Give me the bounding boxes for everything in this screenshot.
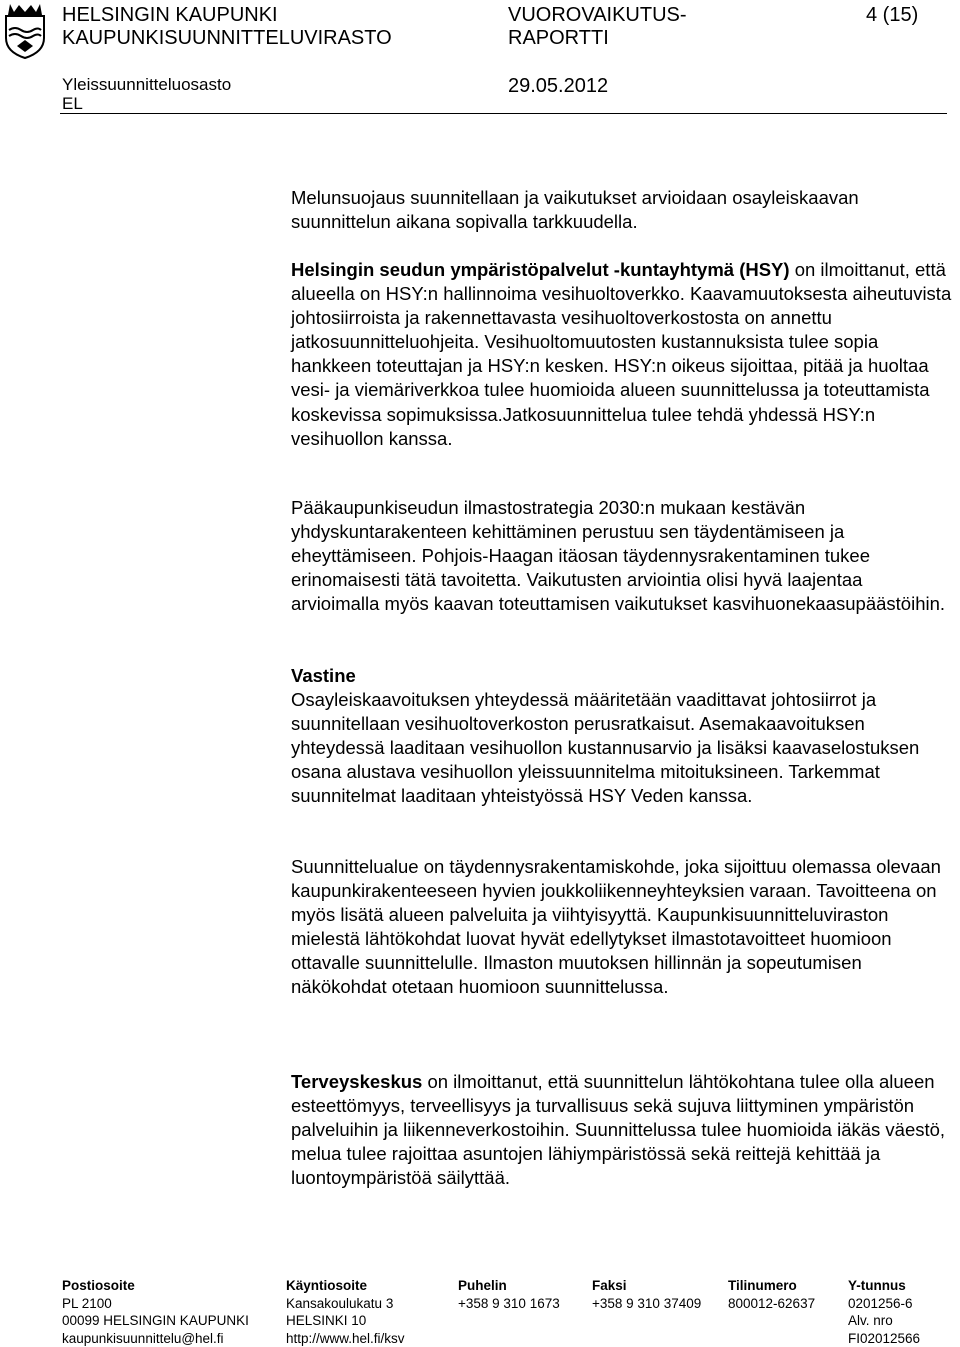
paragraph-noise-protection xyxy=(291,186,953,234)
footer-email: kaupunkisuunnittelu@hel.fi xyxy=(62,1330,249,1347)
paragraph-text: on ilmoittanut, että suunnittelun lähtökohtana tulee olla alueen esteettömyys, terveellisyys ja turvallisuus sekä sujuva liittyminen ympäristön palveluihin ja liikenneverkostoihin. Suunnittelussa tulee huomioida iäkäs väestö, melua tulee rajoittaa asuntojen lähiympäristössä sekä reittejä kehittää ja luontoympäristöä säilyttää. xyxy=(291,1071,945,1188)
footer-heading: Tilinumero xyxy=(728,1277,815,1295)
footer-line: 800012-62637 xyxy=(728,1295,815,1313)
organization-name: Helsingin seudun ympäristöpalvelut -kuntayhtymä (HSY) xyxy=(291,259,790,280)
paragraph-health-centre xyxy=(291,1070,953,1190)
doc-type-line2: RAPORTTI xyxy=(508,27,609,50)
unit: EL xyxy=(62,94,83,114)
paragraph-text: Pääkaupunkiseudun ilmastostrategia 2030:n mukaan kestävän yhdyskuntarakenteen kehittäminen perustuu sen täydentämiseen ja eheyttämiseen. Pohjois-Haagan itäosan täydennysrakentaminen tukee erinomaisesti tätä tavoitetta. Vaikutusten arviointia olisi hyvä laajentaa arvioimalla myös kaavan toteuttamisen vaikutukset kasvihuonekaasupäästöihin. xyxy=(291,496,953,616)
paragraph-text: on ilmoittanut, että alueella on HSY:n hallinnoima vesihuoltoverkko. Kaavamuutoksesta aiheutuvista johtosiirroista ja rakennettavasta vesihuoltoverkostosta on annettu jatkosuunnitteluohjeita. Vesihuoltomuutosten kustannuksista tulee sopia hankkeen toteuttajan ja HSY:n kesken. HSY:n oikeus sijoittaa, pitää ja huoltaa vesi- ja viemäriverkkoa tulee huomioida alueen suunnittelussa ja toteuttamista koskevissa sopimuksissa.Jatkosuunnittelua tulee tehdä yhdessä HSY:n vesihuollon kanssa. xyxy=(291,259,951,449)
helsinki-coat-of-arms-icon xyxy=(2,0,48,60)
footer-heading: Puhelin xyxy=(458,1277,560,1295)
footer-account xyxy=(728,1277,815,1312)
footer-postal-address xyxy=(62,1277,249,1347)
paragraph-hsy xyxy=(291,258,953,451)
footer-line: FI02012566 xyxy=(848,1330,920,1347)
footer-line: PL 2100 xyxy=(62,1295,249,1313)
org-name: HELSINGIN KAUPUNKI xyxy=(62,4,278,27)
footer-heading: Käyntiosoite xyxy=(286,1277,405,1295)
paragraph-text: Suunnittelualue on täydennysrakentamiskohde, joka sijoittuu olemassa olevaan kaupunkirakenteeseen hyvien joukkoliikenneyhteyksien varaan. Tavoitteena on myös lisätä alueen palveluita ja viihtyisyyttä. Kaupunkisuunnitteluviraston mielestä lähtökohdat luovat hyvät edellytykset ilmastotavoitteet huomioon ottavalle suunnittelulle. Ilmaston muutoksen hillinnän ja sopeutumisen näkökohdat otetaan huomioon suunnittelussa. xyxy=(291,855,953,1000)
response-section xyxy=(291,664,953,809)
document-date: 29.05.2012 xyxy=(508,75,608,98)
footer-heading: Faksi xyxy=(592,1277,701,1295)
footer-line: Alv. nro xyxy=(848,1312,920,1330)
footer-heading: Y-tunnus xyxy=(848,1277,920,1295)
page-number: 4 (15) xyxy=(866,4,918,27)
footer-line: 00099 HELSINGIN KAUPUNKI xyxy=(62,1312,249,1330)
header-divider xyxy=(60,113,947,114)
department: Yleissuunnitteluosasto xyxy=(62,75,231,95)
footer-phone xyxy=(458,1277,560,1312)
org-office: KAUPUNKISUUNNITTELUVIRASTO xyxy=(62,27,392,50)
organization-name: Terveyskeskus xyxy=(291,1071,422,1092)
footer-line: 0201256-6 xyxy=(848,1295,920,1313)
paragraph-text: Osayleiskaavoituksen yhteydessä määritetään vaadittavat johtosiirrot ja suunnitellaan vesihuoltoverkoston perusratkaisut. Asemakaavoituksen yhteydessä laaditaan vesihuollon kustannusarvio ja lisäksi kaavaselostuksen osana alustava vesihuollon yleissuunnitelma mitoituksineen. Tarkemmat suunnitelmat laaditaan yhteistyössä HSY Veden kanssa. xyxy=(291,688,953,808)
paragraph-planning-area xyxy=(291,855,953,1000)
footer-line: Kansakoulukatu 3 xyxy=(286,1295,405,1313)
footer-line: +358 9 310 1673 xyxy=(458,1295,560,1313)
footer-heading: Postiosoite xyxy=(62,1277,249,1295)
footer-line: +358 9 310 37409 xyxy=(592,1295,701,1313)
paragraph-text: Melunsuojaus suunnitellaan ja vaikutukset arvioidaan osayleiskaavan suunnittelun aikana sopivalla tarkkuudella. xyxy=(291,186,953,234)
footer-fax xyxy=(592,1277,701,1312)
response-heading: Vastine xyxy=(291,664,953,688)
footer-business-id xyxy=(848,1277,920,1347)
footer-visiting-address xyxy=(286,1277,405,1347)
paragraph-climate-strategy xyxy=(291,496,953,616)
footer-url: http://www.hel.fi/ksv xyxy=(286,1330,405,1347)
footer-line: HELSINKI 10 xyxy=(286,1312,405,1330)
doc-type-line1: VUOROVAIKUTUS- xyxy=(508,4,687,27)
